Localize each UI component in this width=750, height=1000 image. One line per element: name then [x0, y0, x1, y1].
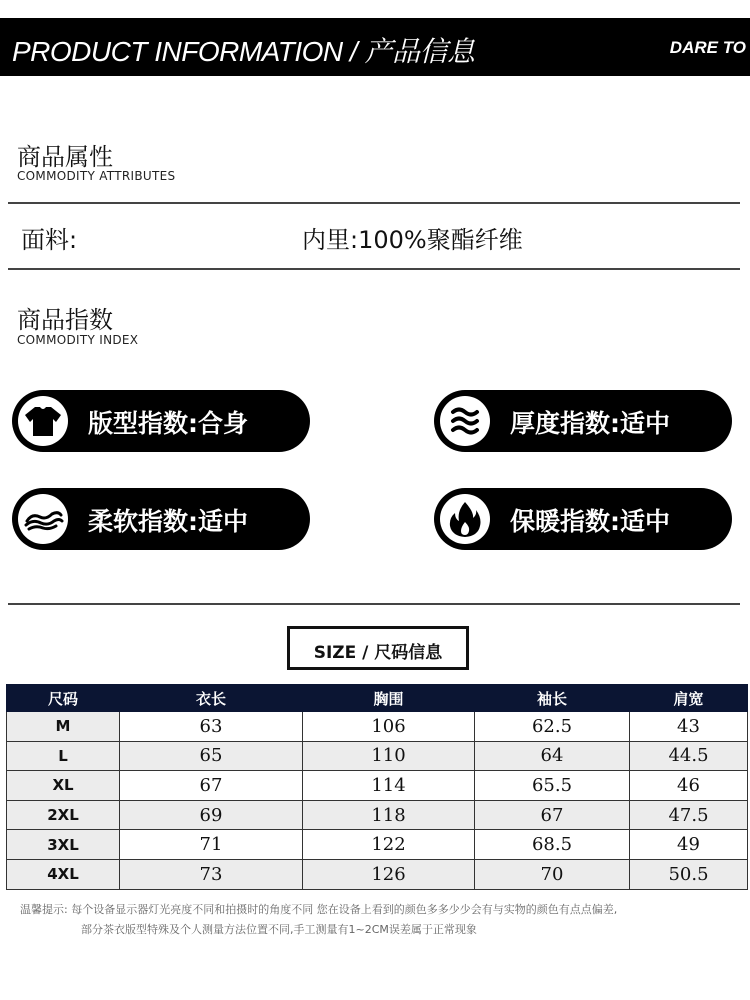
size-table [6, 684, 748, 890]
fabric-value: 内里:100%聚酯纤维 [302, 226, 523, 254]
table-row [7, 712, 748, 742]
index-label: 柔软指数:适中 [88, 507, 248, 536]
index-pill-softness [12, 488, 310, 550]
index-label: 版型指数:合身 [88, 409, 248, 438]
chest-cell: 110 [303, 741, 475, 771]
size-cell: 2XL [7, 800, 120, 830]
size-title: SIZE / 尺码信息 [313, 643, 443, 663]
index-pill-thickness [434, 390, 732, 452]
length-cell: 73 [120, 859, 303, 889]
index-title: 商品指数 [17, 306, 113, 334]
banner-title: PRODUCT INFORMATION / 产品信息 [12, 36, 475, 67]
length-cell: 71 [120, 830, 303, 860]
size-cell: XL [7, 771, 120, 801]
length-cell: 69 [120, 800, 303, 830]
table-row [7, 741, 748, 771]
index-label: 保暖指数:适中 [510, 507, 670, 536]
shoulder-cell: 50.5 [630, 859, 748, 889]
index-label: 厚度指数:适中 [510, 409, 670, 438]
size-cell: 3XL [7, 830, 120, 860]
shoulder-cell: 47.5 [630, 800, 748, 830]
length-cell: 63 [120, 712, 303, 742]
shoulder-cell: 43 [630, 712, 748, 742]
fabric-label: 面料: [21, 226, 78, 254]
chest-cell: 118 [303, 800, 475, 830]
layers-icon [440, 396, 490, 446]
attributes-subtitle: COMMODITY ATTRIBUTES [17, 169, 176, 183]
header-cell: 衣长 [120, 685, 303, 712]
length-cell: 67 [120, 771, 303, 801]
header-cell: 胸围 [303, 685, 475, 712]
length-cell: 65 [120, 741, 303, 771]
shoulder-cell: 44.5 [630, 741, 748, 771]
flame-icon [440, 494, 490, 544]
index-pill-fit [12, 390, 310, 452]
table-row [7, 830, 748, 860]
size-title-box [287, 626, 469, 670]
index-subtitle: COMMODITY INDEX [17, 333, 139, 347]
sleeve-cell: 68.5 [475, 830, 630, 860]
divider [8, 603, 740, 605]
size-cell: 4XL [7, 859, 120, 889]
disclaimer-line-1: 温馨提示: 每个设备显示器灯光亮度不同和拍摄时的角度不同 您在设备上看到的颜色多多少少会有与实物的颜色有点点偏差, [20, 903, 618, 916]
banner-tag: DARE TO [669, 38, 746, 57]
sleeve-cell: 70 [475, 859, 630, 889]
shoulder-cell: 46 [630, 771, 748, 801]
header-banner [0, 18, 750, 76]
sleeve-cell: 65.5 [475, 771, 630, 801]
header-cell: 尺码 [7, 685, 120, 712]
size-table-header [7, 685, 748, 712]
chest-cell: 122 [303, 830, 475, 860]
chest-cell: 114 [303, 771, 475, 801]
tshirt-icon [18, 396, 68, 446]
table-row [7, 859, 748, 889]
feather-icon [18, 494, 68, 544]
divider [8, 202, 740, 204]
index-pill-warmth [434, 488, 732, 550]
sleeve-cell: 62.5 [475, 712, 630, 742]
disclaimer-line-2: 部分茶衣版型特殊及个人测量方法位置不同,手工测量有1~2CM误差属于正常现象 [81, 923, 477, 936]
shoulder-cell: 49 [630, 830, 748, 860]
table-row [7, 800, 748, 830]
header-cell: 袖长 [475, 685, 630, 712]
sleeve-cell: 64 [475, 741, 630, 771]
chest-cell: 106 [303, 712, 475, 742]
header-cell: 肩宽 [630, 685, 748, 712]
sleeve-cell: 67 [475, 800, 630, 830]
size-cell: L [7, 741, 120, 771]
size-cell: M [7, 712, 120, 742]
divider [8, 268, 740, 270]
chest-cell: 126 [303, 859, 475, 889]
attributes-title: 商品属性 [17, 143, 113, 171]
table-row [7, 771, 748, 801]
